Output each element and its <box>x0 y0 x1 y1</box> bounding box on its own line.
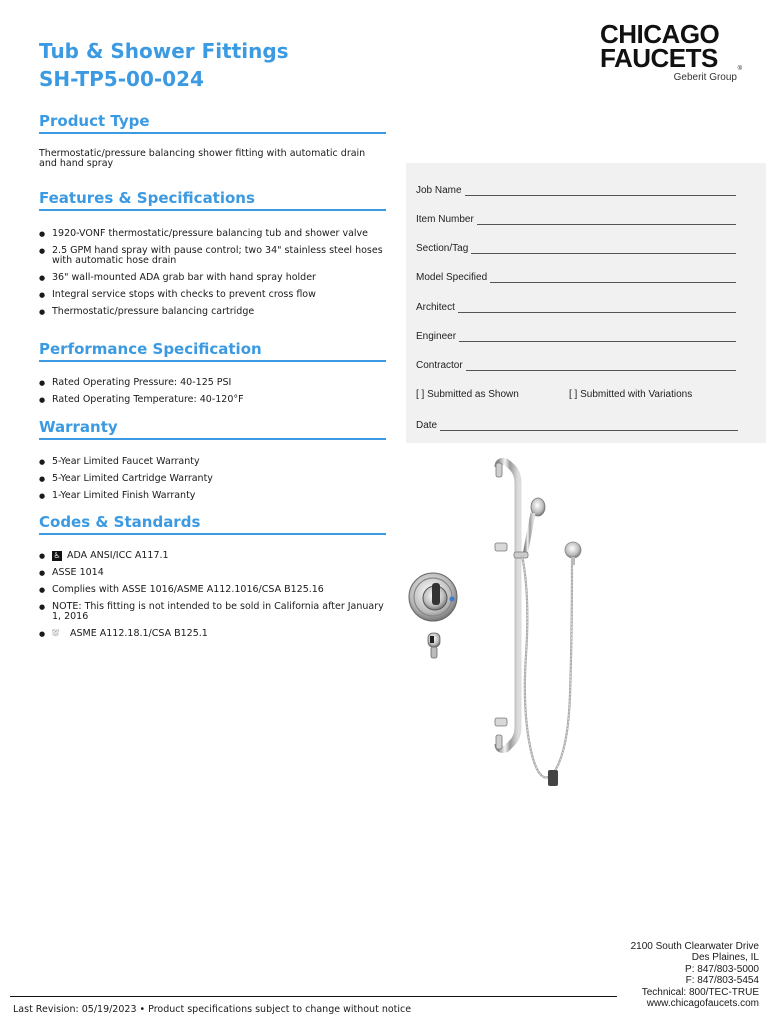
submitted-with-variations-checkbox[interactable]: [ ] Submitted with Variations <box>569 389 693 400</box>
architect-line[interactable] <box>458 304 736 313</box>
performance-item: ● Rated Operating Temperature: 40-120°F <box>39 395 384 405</box>
job-name-line[interactable] <box>465 187 736 196</box>
model-specified-field[interactable] <box>416 272 736 283</box>
contractor-line[interactable] <box>466 362 736 371</box>
feature-item: ● 1920-VONF thermostatic/pressure balancing tub and shower valve <box>39 229 384 239</box>
address-line-1: 2100 South Clearwater Drive <box>630 941 759 952</box>
warranty-item: ● 1-Year Limited Finish Warranty <box>39 491 384 501</box>
brand-logo <box>600 19 745 83</box>
feature-item: ● Integral service stops with checks to prevent cross flow <box>39 290 384 300</box>
section-tag-field[interactable] <box>416 243 736 254</box>
codes-list <box>39 551 384 639</box>
feature-item: ● Thermostatic/pressure balancing cartridge <box>39 307 384 317</box>
code-item: ● Complies with ASSE 1016/ASME A112.1016/CSA B125.16 <box>39 585 384 595</box>
product-illustration <box>400 455 600 800</box>
spray-head-icon <box>565 542 581 565</box>
company-address <box>631 941 759 1009</box>
product-type-heading: Product Type <box>39 111 386 134</box>
warranty-item: ● 5-Year Limited Cartridge Warranty <box>39 474 384 484</box>
performance-item: ● Rated Operating Pressure: 40-125 PSI <box>39 378 384 388</box>
warranty-list <box>39 457 384 501</box>
date-field[interactable] <box>416 420 738 431</box>
address-line-2: Des Plaines, IL <box>691 952 759 964</box>
job-name-label: Job Name <box>416 185 462 196</box>
model-number: SH-TP5-00-024 <box>39 67 204 91</box>
job-name-field[interactable] <box>416 185 736 196</box>
code-item <box>39 629 384 639</box>
date-line[interactable] <box>440 422 738 431</box>
website-link[interactable]: www.chicagofaucets.com <box>646 998 759 1010</box>
product-type-text: Thermostatic/pressure balancing shower fitting with automatic drain and hand spray <box>39 148 366 169</box>
item-number-label: Item Number <box>416 214 474 225</box>
feature-item: ● 36" wall-mounted ADA grab bar with hand spray holder <box>39 273 384 283</box>
title-line-1: Tub & Shower Fittings <box>39 39 289 63</box>
contractor-field[interactable] <box>416 360 736 371</box>
codes-heading: Codes & Standards <box>39 512 386 535</box>
grab-bar <box>495 462 518 750</box>
code-item-text: ASME A112.18.1/CSA B125.1 <box>70 628 208 639</box>
feature-item: ● 2.5 GPM hand spray with pause control; two 34" stainless steel hoses with automatic hose drain <box>39 246 384 266</box>
code-item <box>39 551 384 561</box>
accessibility-icon: ♿ <box>53 551 61 560</box>
hose-drain-icon <box>548 770 558 786</box>
item-number-line[interactable] <box>477 216 736 225</box>
logo-line-1: CHICAGO <box>600 19 720 49</box>
logo-trademark: ® <box>737 66 742 72</box>
phone-number: P: 847/803-5000 <box>685 963 759 975</box>
model-specified-label: Model Specified <box>416 272 488 283</box>
technical-phone: Technical: 800/TEC-TRUE <box>641 986 759 998</box>
submitted-as-shown-checkbox[interactable]: [ ] Submitted as Shown <box>416 389 519 400</box>
revision-note: Last Revision: 05/19/2023 • Product specifications subject to change without notice <box>13 1004 412 1015</box>
date-label: Date <box>416 420 438 431</box>
section-tag-line[interactable] <box>471 245 736 254</box>
warranty-item: ● 5-Year Limited Faucet Warranty <box>39 457 384 467</box>
performance-list <box>39 378 384 405</box>
code-item: ● NOTE: This fitting is not intended to be sold in California after January 1, 2016 <box>39 602 384 622</box>
tub-spout-icon <box>428 633 440 658</box>
valve-trim-icon <box>409 573 457 621</box>
code-item-text: ADA ANSI/ICC A117.1 <box>67 550 169 561</box>
item-number-field[interactable] <box>416 214 736 225</box>
features-heading: Features & Specifications <box>39 188 386 211</box>
architect-field[interactable] <box>416 302 736 313</box>
model-specified-line[interactable] <box>490 274 736 283</box>
fax-number: F: 847/803-5454 <box>685 975 759 987</box>
page-title <box>39 37 289 93</box>
performance-heading: Performance Specification <box>39 339 386 362</box>
features-list <box>39 229 384 317</box>
logo-line-2: FAUCETS <box>600 43 718 73</box>
engineer-label: Engineer <box>416 331 457 342</box>
logo-line-3: Geberit Group <box>673 72 737 83</box>
warranty-heading: Warranty <box>39 417 386 440</box>
architect-label: Architect <box>416 302 455 313</box>
contractor-label: Contractor <box>416 360 463 371</box>
code-item: ● ASSE 1014 <box>39 568 384 578</box>
engineer-line[interactable] <box>459 333 736 342</box>
footer-divider <box>10 996 617 997</box>
engineer-field[interactable] <box>416 331 736 342</box>
section-tag-label: Section/Tag <box>416 243 469 254</box>
submittal-form <box>406 163 766 443</box>
water-saver-icon: ⛆ <box>52 629 60 639</box>
